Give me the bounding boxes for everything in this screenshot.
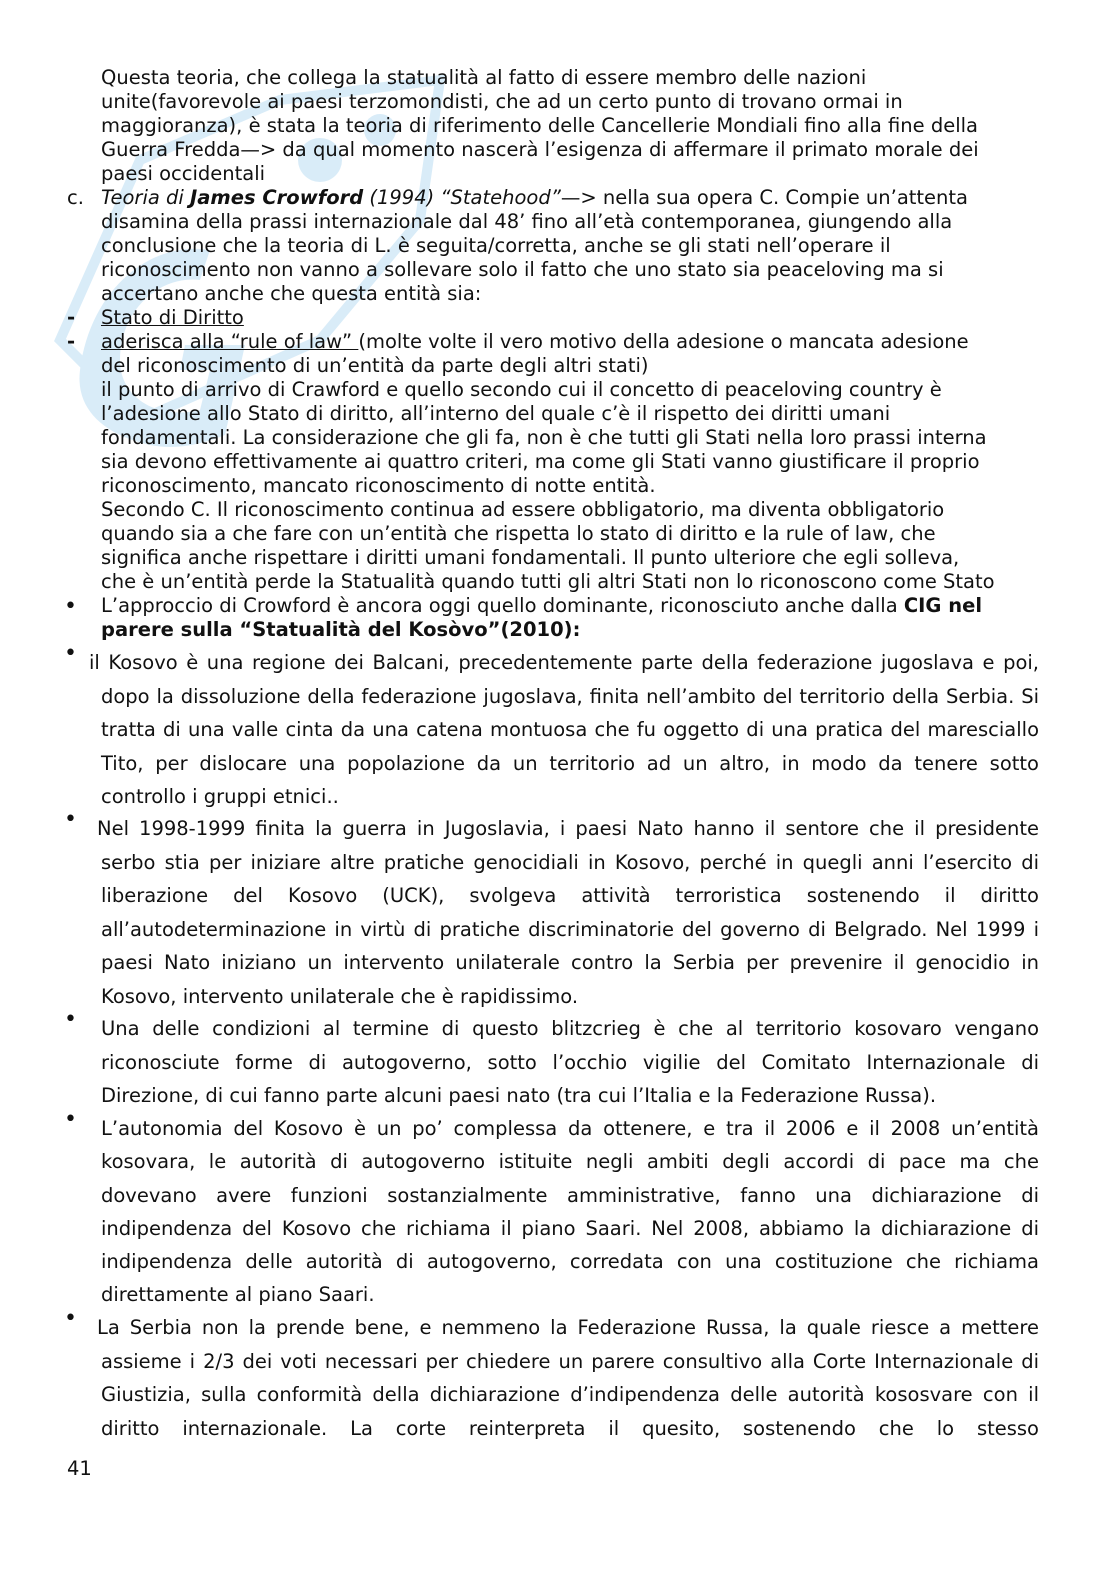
dash-item-rule-of-law [101,330,969,354]
dash-marker: - [67,306,76,329]
bullet-icon: • [64,594,77,619]
item-c-heading [101,186,968,210]
body-line: il punto di arrivo di Crawford e quello secondo cui il concetto di peaceloving country è [101,378,942,401]
paragraph-kosovo-region: il Kosovo è una regione dei Balcani, precedentemente parte della federazione jugoslava e poi, dopo la dissoluzione della federazione jugoslava, finita nell’ambito del territorio della Serbia. Si tratta di una valle cinta da una catena montuosa che fu oggetto di una pratica del maresciallo Tito, per dislocare una popolazione da un territorio ad un altro, in modo da tenere sotto controllo i gruppi etnici.. [89,651,1039,808]
body-line: sia devono effettivamente ai quattro criteri, ma come gli Stati vanno giustificare il proprio [101,450,980,473]
item-c-line: disamina della prassi internazionale dal 48’ fino all’età contemporanea, giungendo alla [101,210,953,233]
list-marker-c: c. [67,186,84,209]
item-c-line: accertano anche che questa entità sia: [101,282,482,305]
intro-line: Questa teoria, che collega la statualità al fatto di essere membro delle nazioni [101,66,867,89]
intro-line: maggioranza), è stata la teoria di riferimento delle Cancellerie Mondiali fino alla fine della [101,114,978,137]
dash-item-rest: (molte volte il vero motivo della adesione o mancata adesione [358,330,969,353]
item-c-title-lead: Teoria di [101,186,191,209]
body-line: significa anche rispettare i diritti umani fondamentali. Il punto ulteriore che egli solleva, [101,546,960,569]
body-line: quando sia a che fare con un’entità che rispetta lo stato di diritto e la rule of law, che [101,522,936,545]
crowford-line-2: parere sulla “Statualità del Kosòvo”(2010): [101,618,581,641]
item-c-tail: —> nella sua opera C. Compie un’attenta [560,186,969,209]
bullet-icon: • [64,807,77,832]
body-line: che è un’entità perde la Statualità quando tutti gli altri Stati non lo riconoscono come Stato [101,570,995,593]
dash-item-stato-di-diritto [101,306,244,330]
body-line: Secondo C. Il riconoscimento continua ad essere obbligatorio, ma diventa obbligatorio [101,498,945,521]
bullet-icon: • [64,1107,77,1132]
intro-line: paesi occidentali [101,162,266,185]
body-line: del riconoscimento di un’entità da parte degli altri stati) [101,354,649,377]
paragraph-autogoverno: Una delle condizioni al termine di questo blitzcrieg è che al territorio kosovaro vengano riconosciute forme di autogoverno, sotto l’occhio vigilie del Comitato Internazionale di Direzione, di cui fanno parte alcuni paesi nato (tra cui l’Italia e la Federazione Russa). [101,1017,1039,1107]
item-c-author: James Crowford [190,186,364,209]
paragraph-nato-intervention: Nel 1998-1999 finita la guerra in Jugoslavia, i paesi Nato hanno il sentore che il presidente serbo stia per iniziare altre pratiche genocidiali in Kosovo, perché in quegli anni l’esercito di liberazione del Kosovo (UCK), svolgeva attività terroristica sostenendo il diritto all’autodeterminazione in virtù di pratiche discriminatorie del governo di Belgrado. Nel 1999 i paesi Nato iniziano un intervento unilaterale contro la Serbia per prevenire il genocidio in Kosovo, intervento unilaterale che è rapidissimo. [97,817,1039,1008]
item-c-line: conclusione che la teoria di L. è seguita/corretta, anche se gli stati nell’operare il [101,234,891,257]
crowford-line-1 [101,594,982,618]
item-c-line: riconoscimento non vanno a sollevare solo il fatto che uno stato sia peaceloving ma si [101,258,944,281]
intro-line: Guerra Fredda—> da qual momento nascerà l’esigenza di affermare il primato morale dei [101,138,979,161]
page-number: 41 [67,1457,92,1480]
paragraph-indipendenza: L’autonomia del Kosovo è un po’ complessa da ottenere, e tra il 2006 e il 2008 un’entità kosovara, le autorità di autogoverno istituite negli ambiti degli accordi di pace ma che dovevano avere funzioni sostanzialmente amministrative, fanno una dichiarazione di indipendenza del Kosovo che richiama il piano Saari. Nel 2008, abbiamo la dichiarazione di indipendenza delle autorità di autogoverno, corredata con una costituzione che richiama direttamente al piano Saari. [101,1117,1039,1307]
bullet-icon: • [64,1306,77,1331]
intro-line: unite(favorevole ai paesi terzomondisti, che ad un certo punto di trovano ormai in [101,90,903,113]
bullet-icon: • [64,1007,77,1032]
crowford-bold: CIG nel [903,594,983,617]
body-line: l’adesione allo Stato di diritto, all’interno del quale c’è il rispetto dei diritti umani [101,402,891,425]
dash-item-underlined: aderisca alla “rule of law” [101,330,359,353]
crowford-plain: L’approccio di Crowford è ancora oggi quello dominante, riconosciuto anche dalla [101,594,904,617]
body-line: riconoscimento, mancato riconoscimento di notte entità. [101,474,656,497]
item-c-work: (1994) “Statehood” [363,186,561,209]
body-line: fondamentali. La considerazione che gli fa, non è che tutti gli Stati nella loro prassi interna [101,426,987,449]
bullet-icon: • [64,641,77,666]
paragraph-serbia-cig: La Serbia non la prende bene, e nemmeno la Federazione Russa, la quale riesce a mettere assieme i 2/3 dei voti necessari per chiedere un parere consultivo alla Corte Internazionale di Giustizia, sulla conformità della dichiarazione d’indipendenza delle autorità kososvare con il diritto internazionale. La corte reinterpreta il quesito, sostenendo che lo stesso [97,1316,1039,1440]
dash-marker: - [67,330,76,353]
dash-item-underlined: Stato di Diritto [101,306,244,329]
